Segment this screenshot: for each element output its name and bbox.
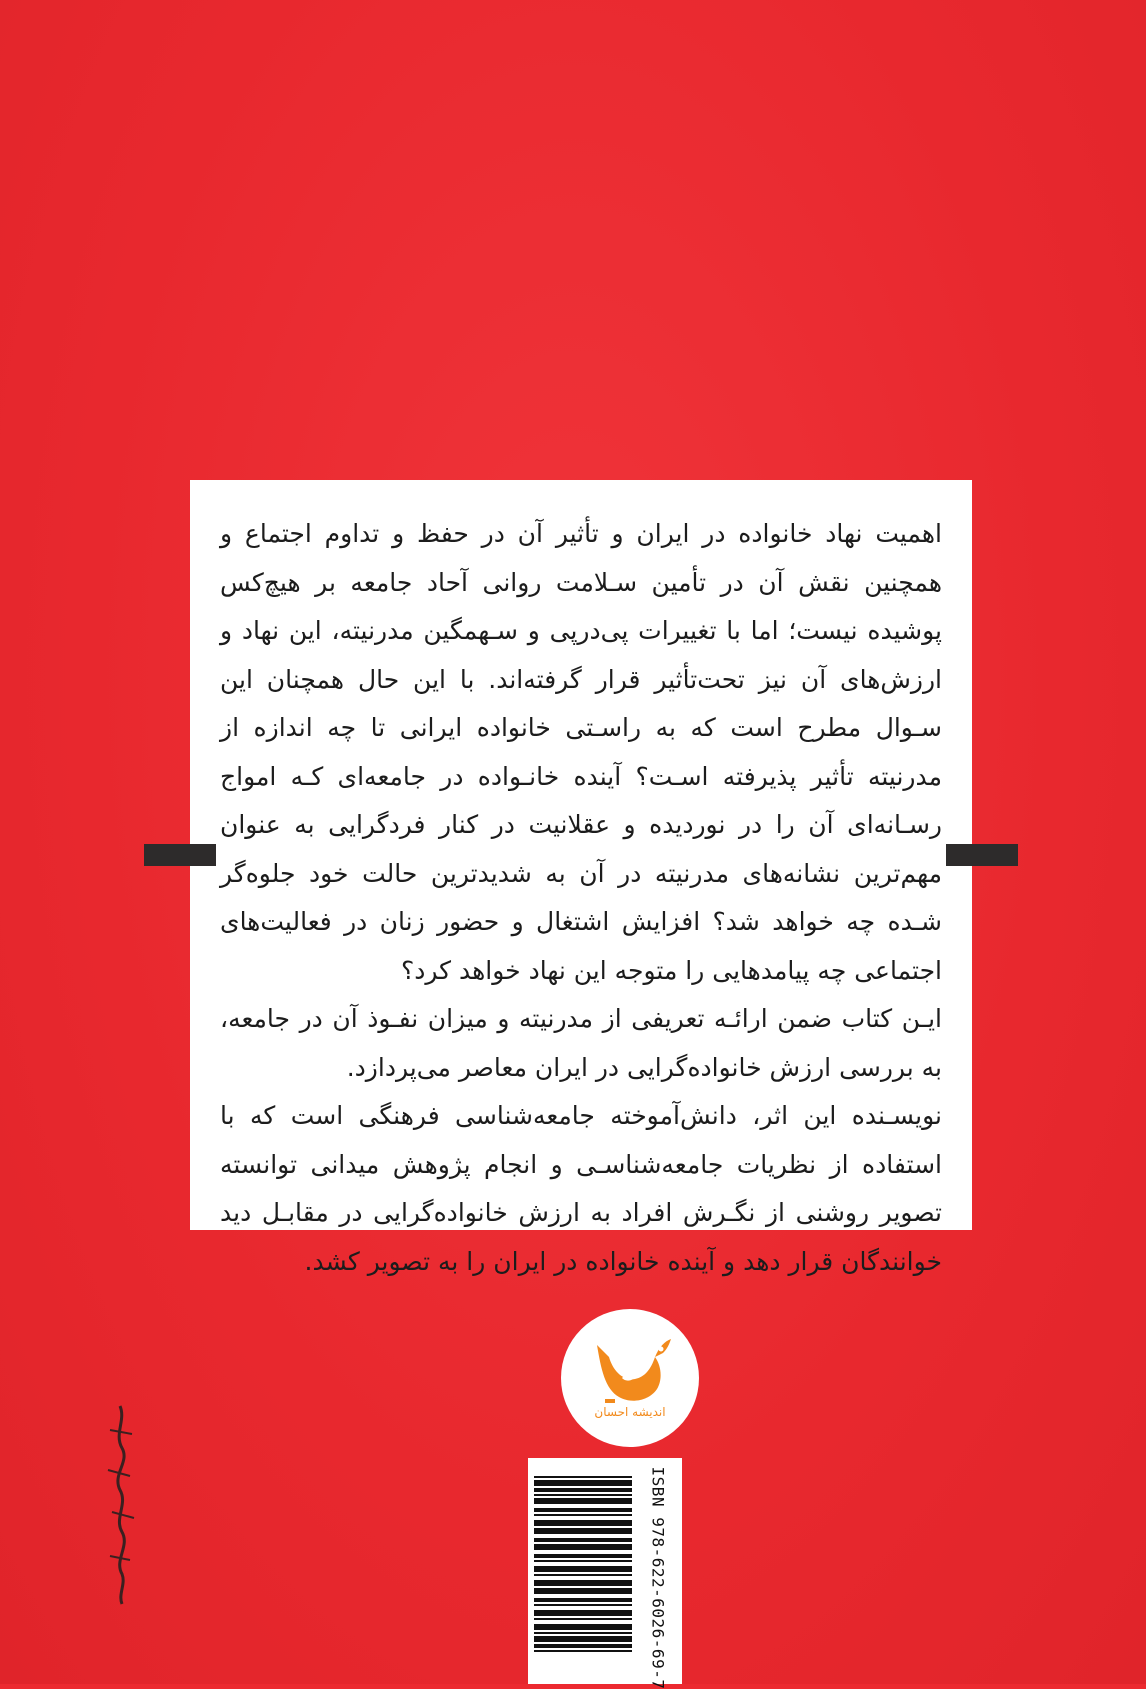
blurb-panel (190, 480, 972, 1276)
barcode-bar (534, 1498, 632, 1504)
blurb-paragraph-3: نویسـنده این اثر، دانش‌آموخته جامعه‌شناسی فرهنگی است که با استفاده از نظریات جامعه‌شناسـی و انجام پژوهش میدانی توانسته تصویر روشنی از نگـرش افراد به ارزش خانواده‌گرایی در مقابـل دید خوانندگان قرار دهد و آینده خانواده در ایران را به تصویر کشد. (220, 1101, 942, 1276)
barcode-bar (534, 1488, 632, 1492)
barcode-bar (534, 1494, 632, 1496)
barcode-bar (534, 1566, 632, 1572)
barcode-bar (534, 1476, 632, 1478)
barcode-bars (534, 1472, 632, 1684)
barcode-bar (534, 1604, 632, 1606)
barcode-bar (534, 1554, 632, 1558)
barcode-bar (534, 1644, 632, 1648)
right-marker-bar (946, 844, 1018, 866)
barcode-bar (534, 1636, 632, 1642)
blurb-paragraph-2: ایـن کتاب ضمن ارائـه تعریفی از مدرنیته و میزان نفـوذ آن در جامعه، به بررسی ارزش خانواده‌گرایی در ایران معاصر می‌پردازد. (220, 1004, 942, 1082)
barcode-bar (534, 1588, 632, 1594)
left-marker-bar (144, 844, 216, 866)
barcode-bar (534, 1610, 632, 1616)
blurb-text (220, 510, 942, 1286)
barcode-bar (534, 1632, 632, 1634)
barcode-bar (534, 1508, 632, 1512)
barcode-bar (534, 1574, 632, 1576)
barcode-bar (534, 1598, 632, 1602)
publisher-logo (561, 1309, 699, 1447)
barcode-bar (534, 1618, 632, 1620)
barcode-bar (534, 1650, 632, 1652)
barcode-bar (534, 1514, 632, 1516)
barcode-bar (534, 1528, 632, 1534)
barcode-bar (534, 1560, 632, 1562)
barcode-bar (534, 1480, 632, 1486)
barcode-bar (534, 1520, 632, 1526)
bird-icon (561, 1309, 699, 1447)
designer-signature (96, 1400, 146, 1610)
barcode-bar (534, 1624, 632, 1630)
blurb-paragraph-1: اهمیت نهاد خانواده در ایران و تأثیر آن در حفظ و تداوم اجتماع و همچنین نقش آن در تأمین سـلامت روانی آحاد جامعه بر هیچ‌کس پوشیده نیست؛ اما با تغییرات پی‌درپی و سـهمگین مدرنیته، این نهاد و ارزش‌های آن نیز تحت‌تأثیر قرار گرفته‌اند. با این حال همچنان این سـوال مطرح است که به راسـتی خانواده ایرانی تا چه اندازه از مدرنیته تأثیر پذیرفته اسـت؟ آینده خانـواده در جامعه‌ای کـه امواج رسـانه‌ای آن را در نوردیده و عقلانیت در کنار فردگرایی به عنوان مهم‌ترین نشانه‌های مدرنیته در آن به شدیدترین حالت خود جلوه‌گر شـده چه خواهد شد؟ افزایش اشتغال و حضور زنان در فعالیت‌های اجتماعی چه پیامدهایی را متوجه این نهاد خواهد کرد؟ (220, 519, 942, 985)
isbn-text-block (638, 1466, 678, 1689)
barcode-bar (534, 1538, 632, 1542)
barcode-bar (534, 1544, 632, 1550)
isbn-label: ISBN 978-622-6026-69-7 (648, 1466, 668, 1689)
publisher-name: اندیشه احسان (594, 1405, 666, 1419)
barcode-bar (534, 1580, 632, 1586)
isbn-barcode (528, 1458, 682, 1689)
